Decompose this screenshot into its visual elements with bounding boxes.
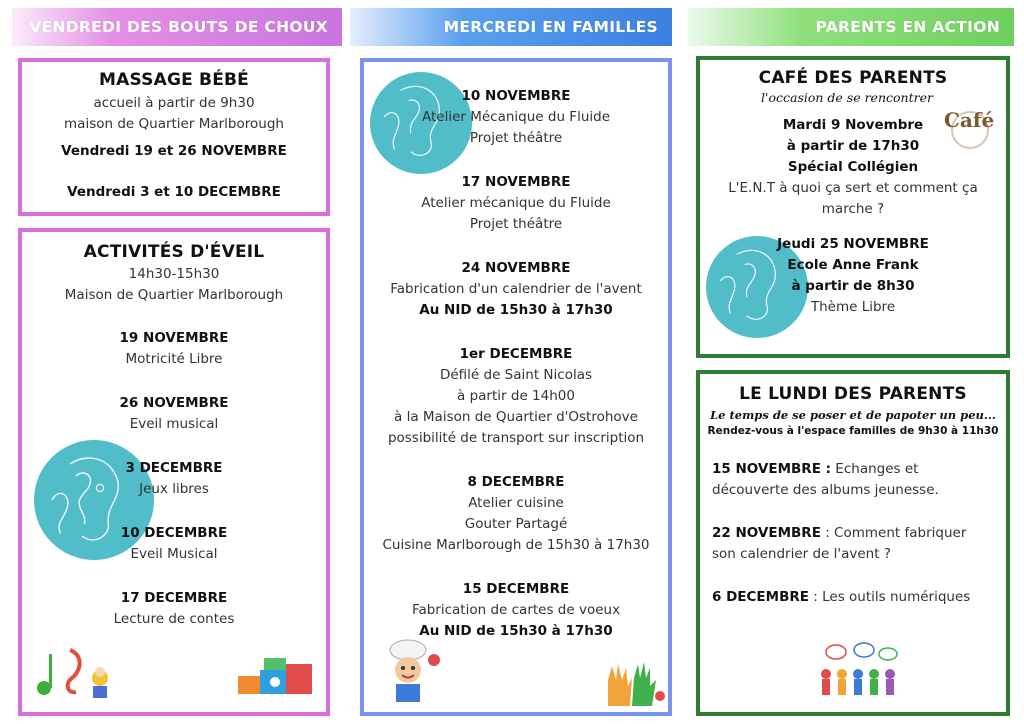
lundi-item-date: 22 NOVEMBRE [712, 525, 821, 541]
banner-mercredi [350, 8, 672, 46]
massage-bebe-card [18, 58, 330, 216]
eveil-item-desc: Eveil musical [129, 416, 219, 432]
eveil-item-date: 19 NOVEMBRE [119, 330, 229, 346]
lundi-title: LE LUNDI DES PARENTS [739, 384, 967, 404]
eveil-title: ACTIVITÉS D'ÉVEIL [83, 242, 265, 262]
activites-eveil-card [18, 228, 330, 716]
banner-vendredi-label: VENDREDI DES BOUTS DE CHOUX [29, 18, 328, 36]
cafe-date-2-place: Ecole Anne Frank [787, 257, 919, 273]
massage-date-2: Vendredi 3 et 10 DECEMBRE [67, 184, 281, 200]
eveil-item-desc: Jeux libres [139, 481, 209, 497]
toys-blocks-icon [234, 650, 322, 700]
mercredi-item-line: Cuisine Marlborough de 15h30 à 17h30 [382, 537, 650, 553]
massage-line-2: maison de Quartier Marlborough [64, 116, 284, 132]
banner-vendredi [12, 8, 342, 46]
eveil-item-date: 17 DECEMBRE [120, 590, 228, 606]
cafe-logo-text: Café [944, 108, 995, 132]
mercredi-item-date: 1er DECEMBRE [459, 346, 573, 362]
massage-date-1: Vendredi 19 et 26 NOVEMBRE [61, 143, 287, 159]
lundi-item [712, 523, 994, 565]
mercredi-familles-card [360, 58, 672, 716]
mercredi-item-date: 15 DECEMBRE [462, 581, 570, 597]
cafe-date-1-theme: Spécial Collégien [787, 159, 919, 175]
cafe-date-2-theme: Thème Libre [810, 299, 896, 315]
mercredi-item-line: Fabrication de cartes de voeux [411, 602, 621, 618]
mercredi-item-line: à partir de 14h00 [457, 388, 575, 404]
cafe-date-1-desc: L'E.N.T à quoi ça sert et comment ça marche ? [728, 180, 978, 217]
mercredi-item-line: possibilité de transport sur inscription [387, 430, 645, 446]
lundi-rdv: Rendez-vous à l'espace familles de 9h30 à 11h30 [707, 425, 999, 437]
massage-line-1: accueil à partir de 9h30 [93, 95, 255, 111]
cafe-date-2-time: à partir de 8h30 [791, 278, 915, 294]
mercredi-item-date: 24 NOVEMBRE [461, 260, 571, 276]
lundi-subtitle: Le temps de se poser et de papoter un peu... [710, 408, 996, 422]
cafe-date-1-time: à partir de 17h30 [786, 138, 920, 154]
banner-mercredi-label: MERCREDI EN FAMILLES [443, 18, 658, 36]
mercredi-item-line: Au NID de 15h30 à 17h30 [419, 302, 613, 318]
mercredi-item-date: 10 NOVEMBRE [461, 88, 571, 104]
cafe-logo [940, 104, 996, 150]
mercredi-item-line: Atelier cuisine [468, 495, 564, 511]
cafe-des-parents-card [696, 56, 1010, 358]
eveil-item-desc: Motricité Libre [125, 351, 223, 367]
eveil-item-date: 3 DECEMBRE [125, 460, 223, 476]
music-notes-icon [30, 642, 122, 702]
lundi-item-desc: : Comment fabriquer son calendrier de l'avent ? [712, 525, 967, 562]
eveil-item-desc: Eveil Musical [130, 546, 218, 562]
eveil-time: 14h30-15h30 [128, 266, 220, 282]
mercredi-item-date: 8 DECEMBRE [467, 474, 565, 490]
mercredi-item-line: à la Maison de Quartier d'Ostrohove [394, 409, 638, 425]
mercredi-item-line: Défilé de Saint Nicolas [439, 367, 593, 383]
mercredi-item-line: Atelier Mécanique du Fluide [421, 109, 611, 125]
people-discussion-icon [814, 642, 904, 700]
banner-parents-label: PARENTS EN ACTION [815, 18, 1000, 36]
lundi-item-date: 15 NOVEMBRE : [712, 461, 832, 477]
lundi-item-desc: Echanges et découverte des albums jeunesse. [712, 461, 939, 498]
cafe-date-2: Jeudi 25 NOVEMBRE [777, 236, 929, 252]
massage-title: MASSAGE BÉBÉ [99, 70, 249, 90]
mercredi-item-line: Au NID de 15h30 à 17h30 [419, 623, 613, 639]
mercredi-item-line: Projet théâtre [469, 130, 563, 146]
lundi-item-date: 6 DECEMBRE [712, 589, 809, 605]
lundi-des-parents-card [696, 370, 1010, 716]
lundi-item [712, 459, 994, 501]
eveil-item-date: 26 NOVEMBRE [119, 395, 229, 411]
painted-hands-icon [602, 656, 668, 710]
mercredi-item-line: Gouter Partagé [464, 516, 568, 532]
mercredi-item-date: 17 NOVEMBRE [461, 174, 571, 190]
cafe-subtitle: l'occasion de se rencontrer [761, 90, 933, 105]
chef-cook-icon [374, 638, 444, 708]
lundi-item [712, 587, 994, 608]
mercredi-item-line: Projet théâtre [469, 216, 563, 232]
eveil-place: Maison de Quartier Marlborough [64, 287, 284, 303]
cafe-date-1: Mardi 9 Novembre [782, 117, 924, 133]
mercredi-item-line: Fabrication d'un calendrier de l'avent [390, 281, 642, 297]
mercredi-item-line: Atelier mécanique du Fluide [421, 195, 611, 211]
lundi-item-desc: : Les outils numériques [809, 589, 971, 605]
eveil-item-date: 10 DECEMBRE [120, 525, 228, 541]
eveil-item-desc: Lecture de contes [113, 611, 235, 627]
cafe-title: CAFÉ DES PARENTS [758, 68, 948, 88]
banner-parents [688, 8, 1014, 46]
